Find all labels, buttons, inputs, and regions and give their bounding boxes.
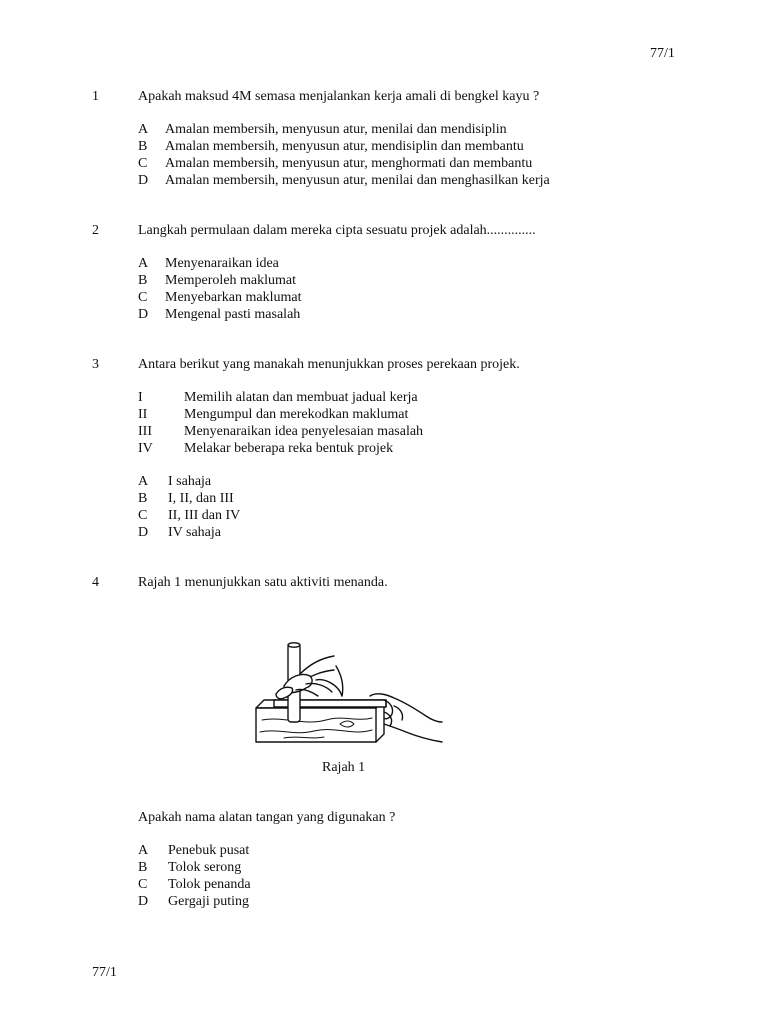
q3-number: 3 [92,357,99,372]
q4-question: Apakah nama alatan tangan yang digunakan ? [138,810,396,825]
marking-gauge-figure [244,636,444,748]
q3-text: Antara berikut yang manakah menunjukkan proses perekaan projek. [138,357,520,372]
q1-text: Apakah maksud 4M semasa menjalankan kerja amali di bengkel kayu ? [138,89,540,104]
footer-code: 77/1 [92,965,117,980]
q2-text: Langkah permulaan dalam mereka cipta sesuatu projek adalah.............. [138,223,536,238]
q2-number: 2 [92,223,99,238]
q1-number: 1 [92,89,99,104]
figure-caption: Rajah 1 [322,760,366,775]
right-hand [276,656,343,699]
q4-text: Rajah 1 menunjukkan satu aktiviti menanda. [138,575,388,590]
q4-number: 4 [92,575,99,590]
header-code: 77/1 [650,46,675,61]
